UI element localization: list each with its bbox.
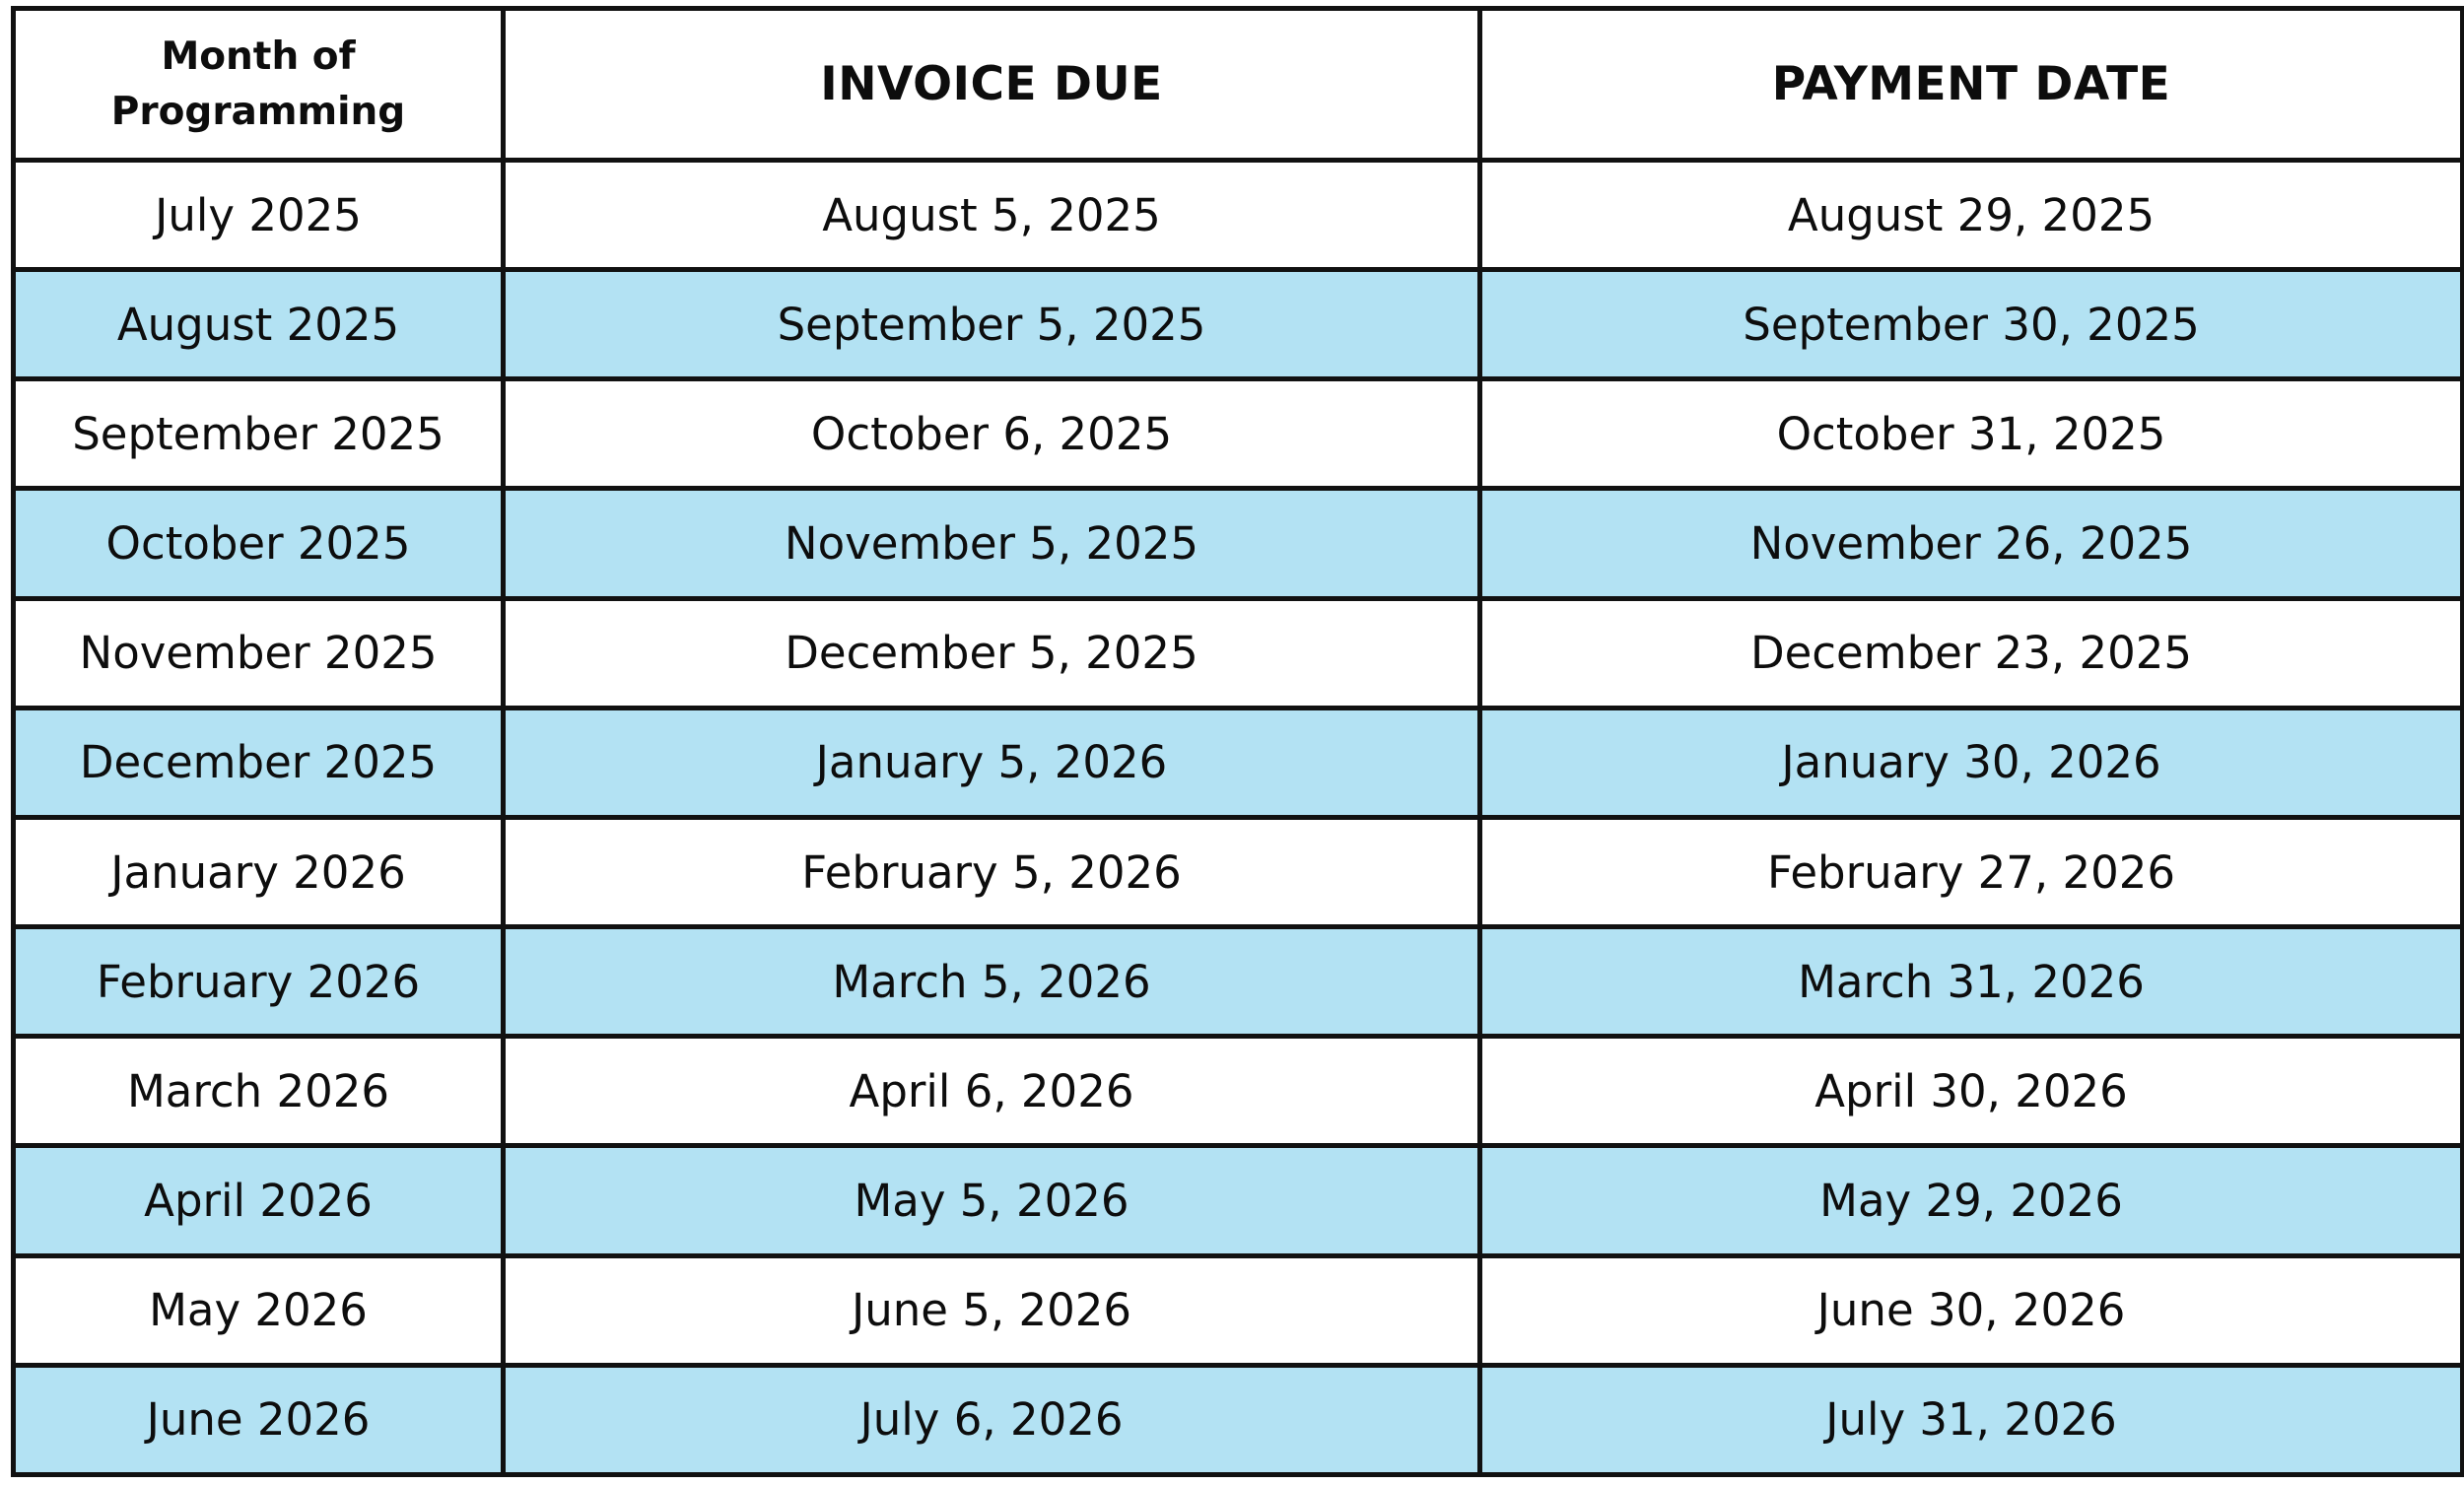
table-row (14, 927, 2463, 1037)
payment-date-cell: September 30, 2025 (1480, 270, 2463, 379)
payment-date-cell: July 31, 2026 (1480, 1365, 2463, 1474)
month-cell: October 2025 (14, 489, 504, 598)
payment-date-cell: June 30, 2026 (1480, 1255, 2463, 1365)
table-body (14, 161, 2463, 1475)
month-cell: May 2026 (14, 1255, 504, 1365)
table-row (14, 1255, 2463, 1365)
payment-date-cell: January 30, 2026 (1480, 708, 2463, 817)
month-cell: March 2026 (14, 1037, 504, 1146)
payment-date-cell: May 29, 2026 (1480, 1146, 2463, 1255)
month-cell: February 2026 (14, 927, 504, 1037)
invoice-due-cell: May 5, 2026 (504, 1146, 1480, 1255)
invoice-due-cell: June 5, 2026 (504, 1255, 1480, 1365)
invoice-due-cell: November 5, 2025 (504, 489, 1480, 598)
month-cell: November 2025 (14, 598, 504, 708)
table-row (14, 161, 2463, 270)
header-payment-date: PAYMENT DATE (1480, 9, 2463, 161)
payment-date-cell: October 31, 2025 (1480, 379, 2463, 489)
table-row (14, 270, 2463, 379)
invoice-due-cell: April 6, 2026 (504, 1037, 1480, 1146)
invoice-due-cell: July 6, 2026 (504, 1365, 1480, 1474)
invoice-due-cell: March 5, 2026 (504, 927, 1480, 1037)
header-month-of-programming: Month of Programming (14, 9, 504, 161)
invoice-payment-schedule-table (11, 6, 2464, 1477)
payment-date-cell: December 23, 2025 (1480, 598, 2463, 708)
table-row (14, 708, 2463, 817)
month-cell: July 2025 (14, 161, 504, 270)
month-cell: December 2025 (14, 708, 504, 817)
month-cell: August 2025 (14, 270, 504, 379)
invoice-due-cell: August 5, 2025 (504, 161, 1480, 270)
header-row (14, 9, 2463, 161)
table-row (14, 1365, 2463, 1474)
invoice-due-cell: February 5, 2026 (504, 817, 1480, 926)
table-row (14, 1146, 2463, 1255)
month-cell: September 2025 (14, 379, 504, 489)
invoice-due-cell: September 5, 2025 (504, 270, 1480, 379)
table-row (14, 817, 2463, 926)
payment-date-cell: February 27, 2026 (1480, 817, 2463, 926)
payment-date-cell: March 31, 2026 (1480, 927, 2463, 1037)
table-header (14, 9, 2463, 161)
payment-date-cell: November 26, 2025 (1480, 489, 2463, 598)
month-cell: June 2026 (14, 1365, 504, 1474)
invoice-due-cell: January 5, 2026 (504, 708, 1480, 817)
invoice-due-cell: December 5, 2025 (504, 598, 1480, 708)
month-cell: January 2026 (14, 817, 504, 926)
table-row (14, 598, 2463, 708)
invoice-due-cell: October 6, 2025 (504, 379, 1480, 489)
table-row (14, 379, 2463, 489)
table-row (14, 489, 2463, 598)
payment-date-cell: August 29, 2025 (1480, 161, 2463, 270)
table-row (14, 1037, 2463, 1146)
payment-date-cell: April 30, 2026 (1480, 1037, 2463, 1146)
header-invoice-due: INVOICE DUE (504, 9, 1480, 161)
month-cell: April 2026 (14, 1146, 504, 1255)
